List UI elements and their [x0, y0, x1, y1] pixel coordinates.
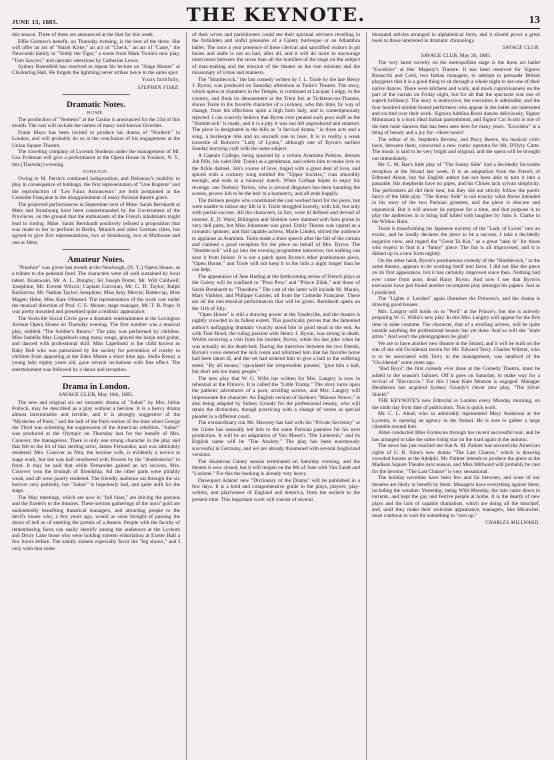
subheading-home: HOME.	[87, 109, 105, 115]
paragraph: "Open House" is still a drawing power at the Vaudeville, and the theatre is nightly crowded to its fullest extent. This practically proves that the lamented author's unflagging dramatic vivacity stood him in good stead to the end. As with Tom Hood, the ruling passion with Henry J. Byron, was strong in death. Whilst receiving a visit from his brother, Byron, while his last joke when he was actually on his death-bed. During the interview between the two friends, Byron's voice entered the sick room and informed him that his favorite horse had been taken ill, and the vet had ordered him to give a ball to the suffering steed. "By all means," ejaculated the irrepressible punster, "give him a ball, but don't ask too many people."	[192, 312, 360, 376]
paragraph: "Bad Boys" the first comedy ever done at the Comedy Theatre, must be added to the season's failures. Off it goes on Saturday, to make way for a revival of "Boccaccio." For this I hear Kate Monroe is engaged. Manager Henderson has acquired Sydney Grundy's clever new play, "The Silver Shield."	[372, 366, 540, 398]
paragraph: The thirteen people who constituted the cast worked hard for the piece, but were unable to infuse any life in it. Toole struggled bravely, with Job, but only with partial success. All the characters, in fact, were ill defined and devoid of interest. E. D. Ward, Billington and Sheldon were damned with faint praise in very dull parts, but Miss Johnstone was good. Emily Thorne was capital as a romantic spinster, and that capable actress, Marie Linden, stirred the audience to applause as Araminta. Toole made a short speech after the fall of the curtain and claimed a good reception for the piece on behalf of Mrs. Byron. The "Shuttlecock" will go into the evening programme tomorrow, but nothing can save it from failure. It is not a patch upon Byron's other posthumous piece, "Open House," and Toole will not keep it in the bills a night longer than he can help.	[192, 197, 360, 274]
paragraph: Mr. C. L. Abud, who so admirably represented Mary Anderson at the Lyceum, is opening an agency in the Strand. He is sure to gather a large clientèle around him.	[372, 411, 540, 430]
paragraph: of their wives and parishioners could see their spiritual advisers revelling in the forbidden and sinful pleasures of a Gaiety burlesque or an Alhambra ballet. The once a year presence of these clerical and sanctified visitors in pit boxes and stalls is not so bad, after all, and it will do more to encourage intercourse between the sexes than all the homilies of the stage on the subject of man-making and the mission of the theatre as the true minister and the missionary of virtue and manners.	[192, 32, 360, 77]
paragraph: this season. Three of them are announced at the Star for this week.	[12, 32, 155, 38]
dateline: SAVAGE CLUB, May 26, 1885.	[420, 52, 492, 59]
paragraph: The projected performances in September next of Mme. Sarah Bernhardt at Metz and Strasbourg have been countermanded by the Government of the Provinces, on the ground that the enthusiasm of the French inhabitants might lead to rioting. Mme. Sarah Bernhardt positively refused a proposition that was made to her to perform in Berlin, Munich and other German cities, but agreed to give five representations, two at Strasbourg, two at Mulhouse and one at Metz.	[12, 201, 180, 246]
paragraph: The new and original six act romantic drama of "Judas!" by Mrs. Julius Pollock, may be described as a play without a heroine. It is a heavy drama almost interminable and terrible, and it is strongly suggestive of the "Mysteries of Paris," and the hall of the Paris stories of the time when George the Third was scheming the suppression of the American rebellion. "Judas!" was produced at the Olympic on Thursday last for the benefit of Mrs. Conover, the manageress. There is only one strong character in the play and that fell to the lot of that sterling actor, James Fernandez, and was admirably rendered. Mrs. Conover as Nita, the heroine wife, is evidently a novice at stage work, but she was half smothered with flowers by the "doublenecks" in front. It may be said that while Fernandez gained an act success, Mrs. Conover won the triumph of friendship. All the other parts were pitiably weak, and all were poorly rendered. The friendly audience sat through the six horrors very patiently, but "Judas!" is hopelessly bad, and quite unfit for the stage.	[12, 399, 180, 495]
paragraph: Aimé conducted Miss Fortescue through her recent successful tour, and he has arranged to take the same rising star on the road again in the autumn.	[372, 430, 540, 443]
paragraph: On the other hand, Byron's posthumous comedy of the "Shuttlecock," at the same theatre, appears to be working itself into favor. I did not like the piece on its first appearance, but it has certainly improved since then. Nothing had ever come from poor, dead Harry Byron. And now I see that Byron's executors have just found another incomplete play amongst his papers. Just as I predicted.	[372, 257, 540, 296]
author-signature: SAVAGE CLUB.	[502, 44, 540, 51]
paragraph: Effie Germon's benefit, on Thursday evening, is the best of the three. She will offer an act of "Hazel Kirke," an act of "Check," an act of "Caste," the Newcomb family in "Teddy the Tiger," a scene from Mark Twain's new play, "Tom Sawyer," and operatic selections by Catherine Lewis.	[12, 38, 180, 64]
paragraph: The traveling company of Lyceum Students under the management of Mr. Gus Frohman will give a performance at the Opera House in Yonkers, N. Y., this (Thursday) evening.	[12, 149, 180, 168]
author-signature: CHARLES MILLWARD.	[485, 519, 540, 526]
paragraph: The holiday novelties have been few and far between, and none of our theatres are likely to benefit by them. Managers have everything against them, including the weather. Yesterday, being Whit-Monday, the rain came down in torrents, and kept the gay and festive people at home. It is the dearth of new plays and the lack of capable dramatists, which are doing all the mischief, and, until they make their welcome appearance, managers, like Micawber, must continue to wait for something to "turn up."	[372, 475, 540, 520]
paragraph: The news has just reached me that A. M. Palmer has secured the American rights of G. R. Sims's new drama "The Last Chance," which is drawing crowded houses at the Adelphi. Mr. Palmer intends to produce the piece at the Madison Square Theatre next season, and Miss Millward will probably be cast for the heroine. "The Last Chance" is very sensational.	[372, 443, 540, 475]
section-heading-dramatic-notes: Dramatic Notes.	[66, 98, 126, 109]
paragraph: Sydney Rosenfeld has resolved to repeat his lecture on "Stage Humor" at Chickering Hall. He forgets the lightning never strikes twice in the same spot.	[12, 64, 180, 77]
column-container	[12, 32, 540, 760]
intro-section	[12, 32, 180, 91]
page-number: 13	[529, 14, 540, 26]
paragraph: The production of "Nemesis" at the Casino is announced for the 23d of this month. The cast will include the names of many well-known favorites.	[12, 116, 180, 130]
paragraph: THE KEYNOTE'S new Editorial in London every Monday morning, on the ninth day from date of publication. This is quick work.	[372, 398, 540, 411]
section-heading-amateur-notes: Amateur Notes.	[67, 254, 125, 265]
paragraph: The very latest novelty on the metropolitan stage is the three act ballet "Excelsior" at Her Majesty's Theatre. It has been reserved for Signori Bonacchi and Corti, two Italian managers, to attempt to persuade British playgoers that it is a good thing to sit through a whole night to see one of their native dances. There were kitchens and wails, and mock capriciousness on the part of the curtain on Friday night, but for all that the spectacle was one of superb brilliancy. The story is instructive, the execution is admirable, and the four hundred nimble-footed performers who appear in the ballet are interested and excited over their work. Signora Adelina Rossi dances deliciously, Signor Montanara is a born ideal Italian pantomimist, and Signor Coi Scotti is one of the best male dancers that has been seen here for many years. "Excelsior" is a thing of beauty and a joy for—three hours!	[372, 60, 540, 137]
paragraph: The new play that W. G. Wills has written for Mrs. Langtry is now in rehearsal at the Prince's. It is called the "Little Tramp." The story turns upon the pathetic adventures of a poor, strolling actress, and Mrs. Langtry will impersonate the character. An English version of Sardou's "Maison Neuve," is also being adapted by Sidney Grundy for the professional beauty, who will retain the distinction, though practicing with a change of venue as special pleader in a different court.	[192, 375, 360, 420]
closing-line: Yours faithfully,	[141, 76, 180, 83]
paragraph: We are to have another new theatre in the Strand, and it will be built on the site of the old Occidental tavern for Mr. Edward Terry. Charles Wilmot, who is to be associated with Terry in the management, was landlord of the "Occidental" some years ago.	[372, 340, 540, 366]
dateline: SAVAGE CLUB, May 16th, 1885.	[58, 392, 134, 399]
paragraph: Mrs. Langtry still holds on to "Peril" at the Prince's, but she is actively preparing W. G. Willis's new play. In this Mrs. Langtry will appear for the first time in male costume. The character, that of a strolling actress, will be quite outside anything the professional beauty has yet done. And so will she "male attire." And won't the photographers be glad?	[372, 308, 540, 341]
column-middle	[186, 32, 360, 760]
masthead	[12, 6, 540, 29]
section-divider	[62, 249, 129, 250]
paragraph: Davenport Adams' new "Dictionary of the Drama" will be published in a few days. It is a bold and comprehensive guide to the plays, players, play-writers, and playhouses of England and America, from the earliest to the present time. This important work will consist of several	[192, 477, 360, 503]
section-divider	[62, 376, 129, 377]
paragraph: A Captain College, being spurned by a certain Araminta Perkins, dresses Job Pills, his valet (Mr. Toole) as a gentleman, and orders him to make love to the fickle damsel. Job's course of love, tinged with a great deal of love, and spiced with a cockney song entitled the "Upper Suckles," runs smoothly enough, and ends in a runaway match. When College hopes to enjoy his revenge, one Tenbury Terriss, who is several disguises has been haunting the scenes, proves Job to be the heir to a baronetcy, and all ends happily.	[192, 152, 360, 197]
paragraph: The extraordinary run Mr. Hawtrey has had with his "Private Secretary" at the Globe has naturally led him to the same Parisian pastures for his next production. It will be an adaptation of Von Moser's "Die Lieberein," and its English name will be "The Anxiety." The play has been enormously successful in Germany, and we are already threatened with several Anglicized versions.	[192, 420, 360, 458]
paragraph: Owing to M. Perrin's continued indisposition, and Delaunay's inability to play in consequence of lumbago, the first representation of "Une Rupture" and the reproduction of "Les Faiux Annonceurs" are both postponed at the Comédie Française to the disappointment of many Parisian theatre goers.	[12, 176, 180, 202]
paragraph: The appearance of Jane Hading at the forthcoming series of French plays at the Gaiety will be confined to "Prou Prou" and "Prince Zilah," and those of Sarah Bernhardt to "Theodora." The cast of the latter will include M. Marais, Mary Vallière, and Philippe Garnier, all from the Comédie Française. These are all the non-musical performances that will be given. Bernhardt opens on the 11th of July.	[192, 273, 360, 312]
paragraph: The editor of St. Stephen's Review, and Percy Reeve, his musical critic have, between them, concocted a new comic operetta for Mr. D'Oyly Carte. The music is said to be very bright and original, and the opera will be brought out immediately.	[372, 136, 540, 162]
issue-date: JUNE 13, 1885.	[12, 19, 58, 26]
paragraph: Mr. C. M. Rae's little play of "The Sunny Side" had a decidedly favorable reception at the Strand last week. It is an adaptation from the French of Edmond About, but the English author has not been able to turn it into a passable. His shepherds have no pipes, and his Chloes lack sylvan simplicity. The performers all did their best, but they did not strictly follow the poetic fancy of the little play. "The Sunny Side" is not exactly what About intended in his story of the two Parisian grisettes, and the piece is obscure and unpoetical. But it will answer its purpose for a time, and that purpose is to play the audiences in to bring half killed with laughter by John S. Clarke in the Widow Hunt.	[372, 162, 540, 226]
section-heading-drama-in-london: Drama in London.	[62, 381, 130, 392]
paragraph: Toole is transforming his Japanese travesty of the "Lady of Lyons" into an exotic, and he loudly declares the piece to be a success. I take a decidedly negative view, and regard the "Great Ta Kin," as a great "take in" for those who expect to find it a "funny" piece. The fun is all improvised, and it is dished up in a new form nightly.	[372, 225, 540, 258]
section-divider	[62, 94, 129, 95]
paragraph: The May meetings, which are now in "full blast," are driving the parsons and the Exeter's to the theatres. These serious gatherings of the unco' guid are undoubtedly benefiting theatrical managers, and attracting people to the devil's house who, a few years ago, would as soon thought of passing the doors of hell as of entering the portals of a theatre. People with the faculty of remembering faces can easily identify among the audiences at the Lyceum and Drury Lane those who were holding solemn exhortation at Exeter Hall a few hours before. The saintly sinners especially favor the "leg shows," and I only wish that some	[12, 494, 180, 552]
paragraph: "Pinafore" was given last month at the Newburgh, (N. Y.,) Opera House, as a tribute to the pedestal fund. The characters were all well sustained by local talent. Boatswain, Mr. A. L. Dunphy; Sir Joseph Porter, Mr. Will Caldwell; Josephine, Mr. Everett Wilcox; Captain Corcoran, Mr. G. D. Taylor; Ralph Rackstraw, Mr. Nathan Taylor; Josephine, Miss Amy Mercer; Buttercup, Miss Magee; Hebe, Miss Kate Olmsted. The representation of the work was under the musical direction of Prof. C. E. Moore; stage manager, Mr. T. B. Pope. It was pretty mounted and presented quite a realistic appearance.	[12, 265, 180, 316]
paragraph: The Yorkville Social Circle gave a dramatic entertainment at the Lexington Avenue Opera House on Thursday evening. The first number was a musical play, entitled "The Soldier's Return." The play was performed by children. Miss Isabella May Lingelbach sang many songs, played the banjo and guitar, and danced with professional skill. Miss Lapelinski is the child known as Baby Bell who was patronized by the society for prevention of cruelty to children from appearing at the Eden Musée a short time ago. Stella Kenny a young lady eighty years old, gave several recitations with fine effect. The entertainment was followed by a dance and reception.	[12, 316, 180, 373]
paragraph: The "Shuttlecock," the last comedy written by J. L. Toole by the late Henry J. Byron, was produced on Saturday afternoon at Toole's Theatre. The story, which opens at chambers in the Temple, is continued at Lacquer Lodge, in the country, and finds its denouement at the Trent Inn at Tickleton-on-Thames, shows Toole in his favorite character of a cockney, who this time, by way of change, fixes his affections upon a high born lady, and is contemptuously rejected. I can scarcely believe that Byron ever penned such poor stuff as the "Shuttlecock" is made, and it is a pity it was not left unproduced and smarted. The piece is designated in the bills as "a farcical drama," in three acts and a song, a burlesque title and an uncouth one to boot. It is in reality a weak travestie of Bulwer's "Lady of Lyons," although one of Byron's earliest Sunday hurrying craft with the same subject.	[192, 76, 360, 153]
paragraph: The disastrous Gaiety season terminated on Saturday evening, and the theatre is now closed, but it will reopen on the 6th of June with Van Zandt and "Lackmé." For this the booking is already very heavy.	[192, 458, 360, 478]
paragraph: thousand articles arranged in alphabetical form, and it should prove a great boon to those interested in dramatic chronology.	[372, 32, 540, 45]
column-right	[366, 32, 540, 760]
paragraph: Frank Mayo has been invited to produce his drama of "Nordeck" in London, and will probably do so at the conclusion of his engagement at the Union Square Theatre.	[12, 129, 180, 149]
publication-title: THE KEYNOTE.	[186, 4, 366, 26]
subheading-foreign: FOREIGN.	[83, 169, 109, 175]
paragraph: The "Lights o' London" again illumines the Princess's, and the drama is drawing good houses.	[372, 296, 540, 309]
author-signature: STEPHEN FISKE.	[137, 84, 180, 91]
column-left	[12, 32, 180, 760]
